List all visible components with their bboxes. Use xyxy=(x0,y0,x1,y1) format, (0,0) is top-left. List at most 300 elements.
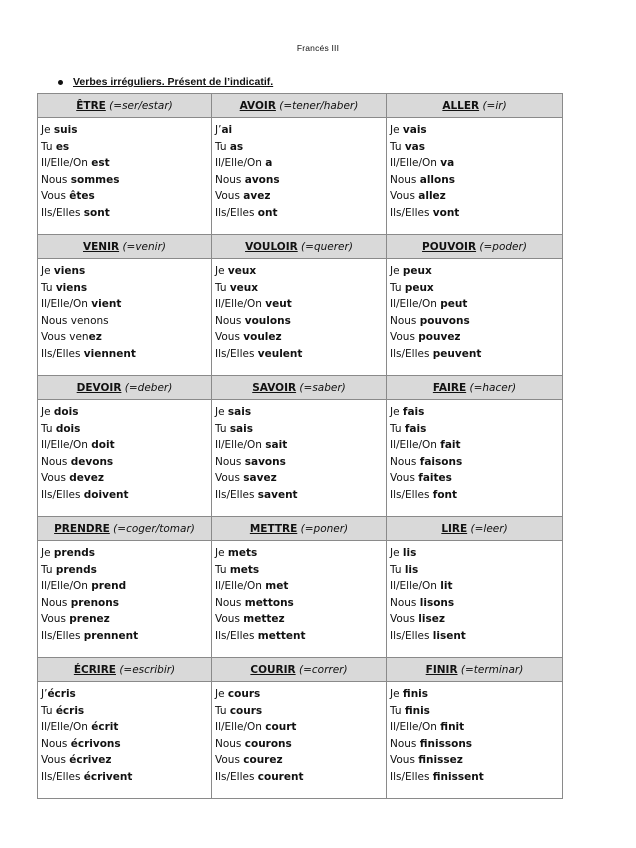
pronoun: Il/Elle/On xyxy=(215,157,266,170)
conjugation-line xyxy=(215,437,386,454)
verb-ending: veux xyxy=(227,265,257,277)
conjugation-line xyxy=(390,736,562,753)
verb-forms-cell xyxy=(387,400,563,517)
verb-ending: ont xyxy=(257,206,278,219)
verb-header-cell xyxy=(212,94,387,118)
pronoun: Il/Elle/On xyxy=(41,580,92,593)
pronoun: Vous xyxy=(390,754,419,767)
verb-translation: (=poder) xyxy=(479,240,527,253)
verb-ending: finissez xyxy=(418,754,463,767)
verb-ending: allons xyxy=(419,173,455,186)
conjugation-line xyxy=(41,122,211,139)
conjugation-line xyxy=(41,562,211,579)
pronoun: Tu xyxy=(390,281,405,294)
conjugation-line xyxy=(41,172,211,189)
pronoun: Vous xyxy=(390,613,419,626)
pronoun: J’ xyxy=(41,688,48,700)
verb-ending: peut xyxy=(440,298,468,311)
verb-ending: sommes xyxy=(70,173,120,186)
verb-ending: devez xyxy=(69,472,104,485)
verb-ending: prends xyxy=(53,547,95,559)
bullet-icon xyxy=(58,80,63,85)
verb-ending: voulons xyxy=(244,314,291,327)
verb-ending: écrivez xyxy=(69,754,112,767)
verb-ending: vient xyxy=(91,298,122,311)
pronoun: Tu xyxy=(390,422,405,435)
conjugation-line xyxy=(390,628,562,645)
conjugation-line xyxy=(215,719,386,736)
verb-translation: (=escribir) xyxy=(119,663,176,676)
verb-ending: finis xyxy=(404,704,430,717)
pronoun: Il/Elle/On xyxy=(215,439,266,452)
verb-name: VOULOIR xyxy=(245,240,298,253)
verb-header-cell xyxy=(212,517,387,541)
conjugation-line xyxy=(215,454,386,471)
verb-ending: as xyxy=(229,140,244,153)
conjugation-line xyxy=(41,628,211,645)
pronoun: Je xyxy=(215,547,228,559)
pronoun: Vous xyxy=(215,613,244,626)
verb-header-row xyxy=(38,658,563,682)
conjugation-line xyxy=(41,205,211,222)
verb-forms-cell xyxy=(212,541,387,658)
verb-ending: prenons xyxy=(70,596,119,609)
verb-ending: lisent xyxy=(432,629,466,642)
conjugation-line xyxy=(390,205,562,222)
verb-header-cell xyxy=(212,658,387,682)
verb-ending: finit xyxy=(440,721,465,734)
verb-ending: prend xyxy=(91,580,127,593)
verb-ending: viens xyxy=(53,265,86,277)
pronoun: Je xyxy=(390,265,403,277)
verb-ending: mets xyxy=(227,547,258,559)
verb-translation: (=ir) xyxy=(482,99,507,112)
verb-ending: cours xyxy=(227,688,261,700)
conjugation-line xyxy=(215,562,386,579)
conjugation-line xyxy=(215,686,386,703)
pronoun: Vous xyxy=(215,331,244,344)
verb-forms-cell xyxy=(212,400,387,517)
verb-ending: prenez xyxy=(69,613,110,626)
verb-name: POUVOIR xyxy=(422,240,477,253)
verb-ending: a xyxy=(265,157,273,170)
pronoun: Ils/Elles xyxy=(390,347,433,360)
pronoun: Tu xyxy=(215,140,230,153)
verb-ending: faites xyxy=(418,472,452,485)
conjugation-line xyxy=(390,703,562,720)
verb-ending: met xyxy=(265,580,289,593)
verb-ending: sais xyxy=(229,422,253,435)
verb-ending: écris xyxy=(55,704,85,717)
verb-forms-row xyxy=(38,118,563,235)
verb-ending: fais xyxy=(404,422,427,435)
conjugation-line xyxy=(41,280,211,297)
verb-ending: lis xyxy=(404,563,419,576)
conjugation-line xyxy=(390,769,562,786)
pronoun: Ils/Elles xyxy=(41,347,84,360)
conjugation-line xyxy=(215,205,386,222)
conjugation-line xyxy=(215,421,386,438)
pronoun: Tu xyxy=(41,281,56,294)
verb-forms-cell xyxy=(387,259,563,376)
verb-name: METTRE xyxy=(249,522,298,535)
verb-ending: devons xyxy=(70,455,114,468)
verb-header-cell xyxy=(387,235,563,259)
verb-name: SAVOIR xyxy=(252,381,297,394)
verb-ending: cours xyxy=(229,704,263,717)
conjugation-line xyxy=(390,188,562,205)
verb-ending: écrivent xyxy=(83,770,133,783)
verb-translation: (=deber) xyxy=(124,381,173,394)
verb-forms-cell xyxy=(38,118,212,235)
pronoun: Vous xyxy=(41,754,70,767)
verb-forms-cell xyxy=(387,682,563,799)
pronoun: Vous xyxy=(390,472,419,485)
verb-ending: sait xyxy=(265,439,288,452)
conjugation-line xyxy=(41,470,211,487)
verb-ending: savez xyxy=(243,472,277,485)
pronoun: Nous xyxy=(390,596,420,609)
verb-name: PRENDRE xyxy=(54,522,110,535)
verb-ending: faisons xyxy=(419,455,463,468)
conjugation-line xyxy=(215,404,386,421)
pronoun: Vous xyxy=(41,472,70,485)
verb-ending: savons xyxy=(244,455,286,468)
verb-header-cell xyxy=(387,517,563,541)
pronoun: Je xyxy=(41,265,54,277)
pronoun: Nous xyxy=(215,314,245,327)
verb-ending: sais xyxy=(227,406,252,418)
conjugation-line xyxy=(390,172,562,189)
conjugation-line xyxy=(390,686,562,703)
verb-ending: finissent xyxy=(432,770,484,783)
conjugation-line xyxy=(390,595,562,612)
verb-ending: mettez xyxy=(243,613,285,626)
verb-conjugation-table xyxy=(37,93,563,799)
conjugation-line xyxy=(215,628,386,645)
conjugation-line xyxy=(41,437,211,454)
conjugation-line xyxy=(41,139,211,156)
verb-ending: veulent xyxy=(257,347,303,360)
section-heading xyxy=(58,76,273,88)
conjugation-line xyxy=(41,155,211,172)
verb-forms-cell xyxy=(212,118,387,235)
pronoun: Ils/Elles xyxy=(41,206,84,219)
pronoun: Il/Elle/On xyxy=(215,721,266,734)
pronoun: Ils/Elles xyxy=(41,770,84,783)
verb-ending: courent xyxy=(257,770,304,783)
conjugation-line xyxy=(215,172,386,189)
pronoun: Je xyxy=(215,688,228,700)
pronoun: Vous xyxy=(215,472,244,485)
pronoun: Je xyxy=(390,547,403,559)
verb-forms-cell xyxy=(38,541,212,658)
verb-ending: finis xyxy=(402,688,429,700)
verb-ending: lis xyxy=(402,547,417,559)
verb-name: ÊTRE xyxy=(76,99,106,112)
pronoun: Tu xyxy=(390,563,405,576)
verb-forms-row xyxy=(38,541,563,658)
pronoun: Tu xyxy=(215,281,230,294)
conjugation-line xyxy=(215,139,386,156)
pronoun: Je xyxy=(41,124,54,136)
conjugation-line xyxy=(390,122,562,139)
document-title: Francés III xyxy=(296,43,340,53)
pronoun: Tu xyxy=(41,563,56,576)
verb-ending: doivent xyxy=(83,488,129,501)
conjugation-line xyxy=(41,578,211,595)
verb-translation: (=correr) xyxy=(298,663,348,676)
conjugation-line xyxy=(215,487,386,504)
conjugation-line xyxy=(41,454,211,471)
pronoun: Tu xyxy=(41,704,56,717)
verb-ending: avons xyxy=(244,173,280,186)
verb-ending: lit xyxy=(440,580,453,593)
conjugation-line xyxy=(215,122,386,139)
verb-translation: (=querer) xyxy=(301,240,353,253)
pronoun: Je xyxy=(390,124,403,136)
verb-ending: pouvons xyxy=(419,314,470,327)
pronoun: Nous xyxy=(41,737,71,750)
conjugation-line xyxy=(390,139,562,156)
verb-ending: es xyxy=(55,140,70,153)
verb-ending: êtes xyxy=(69,190,95,203)
pronoun: Il/Elle/On xyxy=(390,439,441,452)
conjugation-line xyxy=(41,595,211,612)
verb-forms-row xyxy=(38,400,563,517)
verb-ending: fait xyxy=(440,439,461,452)
verb-header-cell xyxy=(38,658,212,682)
verb-forms-cell xyxy=(38,682,212,799)
verb-name: LIRE xyxy=(441,522,468,535)
verb-forms-cell xyxy=(212,682,387,799)
pronoun: Ils/Elles xyxy=(41,488,84,501)
verb-ending: peuvent xyxy=(432,347,482,360)
pronoun: Vous xyxy=(41,613,70,626)
verb-ending: dois xyxy=(53,406,79,418)
verb-ending: vont xyxy=(432,206,460,219)
pronoun: Je xyxy=(390,406,403,418)
verb-header-cell xyxy=(212,376,387,400)
verb-translation: (=tener/haber) xyxy=(279,99,359,112)
conjugation-line xyxy=(215,280,386,297)
verb-ending: prennent xyxy=(83,629,139,642)
conjugation-line xyxy=(41,329,211,346)
verb-ending: suis xyxy=(53,124,78,136)
verb-name: ALLER xyxy=(442,99,480,112)
conjugation-line xyxy=(390,611,562,628)
verb-forms-cell xyxy=(387,541,563,658)
pronoun: Ils/Elles xyxy=(390,629,433,642)
verb-ending: vais xyxy=(402,124,427,136)
verb-name: VENIR xyxy=(83,240,120,253)
pronoun: Ils/Elles xyxy=(215,770,258,783)
verb-ending: veux xyxy=(229,281,259,294)
pronoun: Ils/Elles xyxy=(41,629,84,642)
verb-name: DEVOIR xyxy=(76,381,122,394)
verb-ending: avez xyxy=(243,190,271,203)
pronoun: Nous xyxy=(215,596,245,609)
conjugation-line xyxy=(215,346,386,363)
conjugation-line xyxy=(41,545,211,562)
conjugation-line xyxy=(215,155,386,172)
pronoun: Nous xyxy=(390,173,420,186)
verb-ending: ez xyxy=(88,331,102,344)
pronoun: Nous xyxy=(390,314,420,327)
verb-ending: ai xyxy=(221,124,233,136)
verb-ending: écris xyxy=(47,688,76,700)
verb-name: COURIR xyxy=(250,663,296,676)
conjugation-line xyxy=(215,188,386,205)
pronoun: Vous xyxy=(390,331,419,344)
verb-ending: savent xyxy=(257,488,298,501)
pronoun: Tu xyxy=(390,704,405,717)
verb-ending: prends xyxy=(55,563,97,576)
conjugation-line xyxy=(390,280,562,297)
conjugation-line xyxy=(41,188,211,205)
pronoun: Nous xyxy=(390,737,420,750)
pronoun: Tu xyxy=(390,140,405,153)
verb-header-cell xyxy=(212,235,387,259)
verb-ending: pouvez xyxy=(418,331,461,344)
verb-header-row xyxy=(38,94,563,118)
verb-forms-cell xyxy=(38,400,212,517)
pronoun: Je xyxy=(215,265,228,277)
conjugation-line xyxy=(215,263,386,280)
conjugation-line xyxy=(215,736,386,753)
verb-header-row xyxy=(38,235,563,259)
verb-name: AVOIR xyxy=(239,99,276,112)
conjugation-line xyxy=(390,263,562,280)
verb-header-row xyxy=(38,376,563,400)
pronoun: Il/Elle/On xyxy=(41,298,92,311)
verb-ending: courons xyxy=(244,737,292,750)
conjugation-line xyxy=(215,769,386,786)
verb-ending: mettons xyxy=(244,596,294,609)
verb-ending: viens xyxy=(55,281,88,294)
verb-header-cell xyxy=(38,376,212,400)
verb-name: FAIRE xyxy=(432,381,467,394)
conjugation-line xyxy=(390,346,562,363)
pronoun: Tu xyxy=(41,140,56,153)
conjugation-line xyxy=(390,313,562,330)
pronoun: Nous xyxy=(215,173,245,186)
conjugation-line xyxy=(41,769,211,786)
verb-ending: finissons xyxy=(419,737,473,750)
conjugation-line xyxy=(41,313,211,330)
pronoun: Nous xyxy=(215,455,245,468)
conjugation-line xyxy=(41,404,211,421)
pronoun: Il/Elle/On xyxy=(390,157,441,170)
pronoun: Nous xyxy=(41,455,71,468)
pronoun: Ils/Elles xyxy=(215,206,258,219)
pronoun: Tu xyxy=(215,704,230,717)
pronoun: Nous xyxy=(41,173,71,186)
verb-translation: (=venir) xyxy=(122,240,166,253)
pronoun: Nous xyxy=(215,737,245,750)
conjugation-line xyxy=(215,329,386,346)
verb-ending: mets xyxy=(229,563,260,576)
conjugation-line xyxy=(41,296,211,313)
pronoun: Vous ven xyxy=(41,331,89,344)
pronoun: Ils/Elles xyxy=(215,629,258,642)
verb-name: FINIR xyxy=(425,663,458,676)
verb-ending: va xyxy=(440,157,455,170)
verb-ending: veut xyxy=(265,298,292,311)
conjugation-line xyxy=(390,329,562,346)
conjugation-line xyxy=(215,296,386,313)
conjugation-line xyxy=(215,578,386,595)
conjugation-line xyxy=(41,421,211,438)
conjugation-line xyxy=(390,296,562,313)
verb-ending: allez xyxy=(418,190,446,203)
pronoun: Je xyxy=(41,406,54,418)
verb-ending: font xyxy=(432,488,458,501)
conjugation-line xyxy=(41,686,211,703)
verb-ending: mettent xyxy=(257,629,306,642)
conjugation-line xyxy=(41,719,211,736)
pronoun: Tu xyxy=(215,422,230,435)
verb-ending: fais xyxy=(402,406,425,418)
pronoun: Je xyxy=(390,688,403,700)
verb-ending: peux xyxy=(404,281,434,294)
conjugation-line xyxy=(41,736,211,753)
pronoun: Nous venons xyxy=(41,314,109,327)
pronoun: Tu xyxy=(41,422,56,435)
verb-forms-cell xyxy=(387,118,563,235)
pronoun: Il/Elle/On xyxy=(390,721,441,734)
pronoun: Ils/Elles xyxy=(390,206,433,219)
verb-translation: (=coger/tomar) xyxy=(113,522,195,535)
pronoun: Ils/Elles xyxy=(215,488,258,501)
verb-header-cell xyxy=(387,376,563,400)
verb-ending: écrivons xyxy=(70,737,121,750)
verb-name: ÉCRIRE xyxy=(73,663,116,676)
verb-header-cell xyxy=(38,94,212,118)
pronoun: Nous xyxy=(41,596,71,609)
pronoun: Il/Elle/On xyxy=(390,580,441,593)
pronoun: Ils/Elles xyxy=(390,770,433,783)
conjugation-line xyxy=(390,752,562,769)
verb-forms-cell xyxy=(212,259,387,376)
conjugation-line xyxy=(390,578,562,595)
verb-forms-cell xyxy=(38,259,212,376)
pronoun: Vous xyxy=(390,190,419,203)
conjugation-line xyxy=(41,611,211,628)
pronoun: Ils/Elles xyxy=(390,488,433,501)
verb-header-row xyxy=(38,517,563,541)
verb-ending: dois xyxy=(55,422,81,435)
verb-translation: (=terminar) xyxy=(460,663,524,676)
pronoun: Je xyxy=(215,406,228,418)
verb-header-cell xyxy=(387,94,563,118)
conjugation-line xyxy=(390,454,562,471)
conjugation-line xyxy=(215,470,386,487)
pronoun: Vous xyxy=(41,190,70,203)
conjugation-line xyxy=(215,611,386,628)
conjugation-line xyxy=(41,487,211,504)
conjugation-line xyxy=(390,421,562,438)
pronoun: Tu xyxy=(215,563,230,576)
conjugation-line xyxy=(390,487,562,504)
verb-header-cell xyxy=(387,658,563,682)
conjugation-line xyxy=(390,562,562,579)
pronoun: Il/Elle/On xyxy=(41,439,92,452)
verb-ending: voulez xyxy=(243,331,282,344)
verb-ending: court xyxy=(265,721,297,734)
verb-forms-row xyxy=(38,682,563,799)
pronoun: Vous xyxy=(215,190,244,203)
